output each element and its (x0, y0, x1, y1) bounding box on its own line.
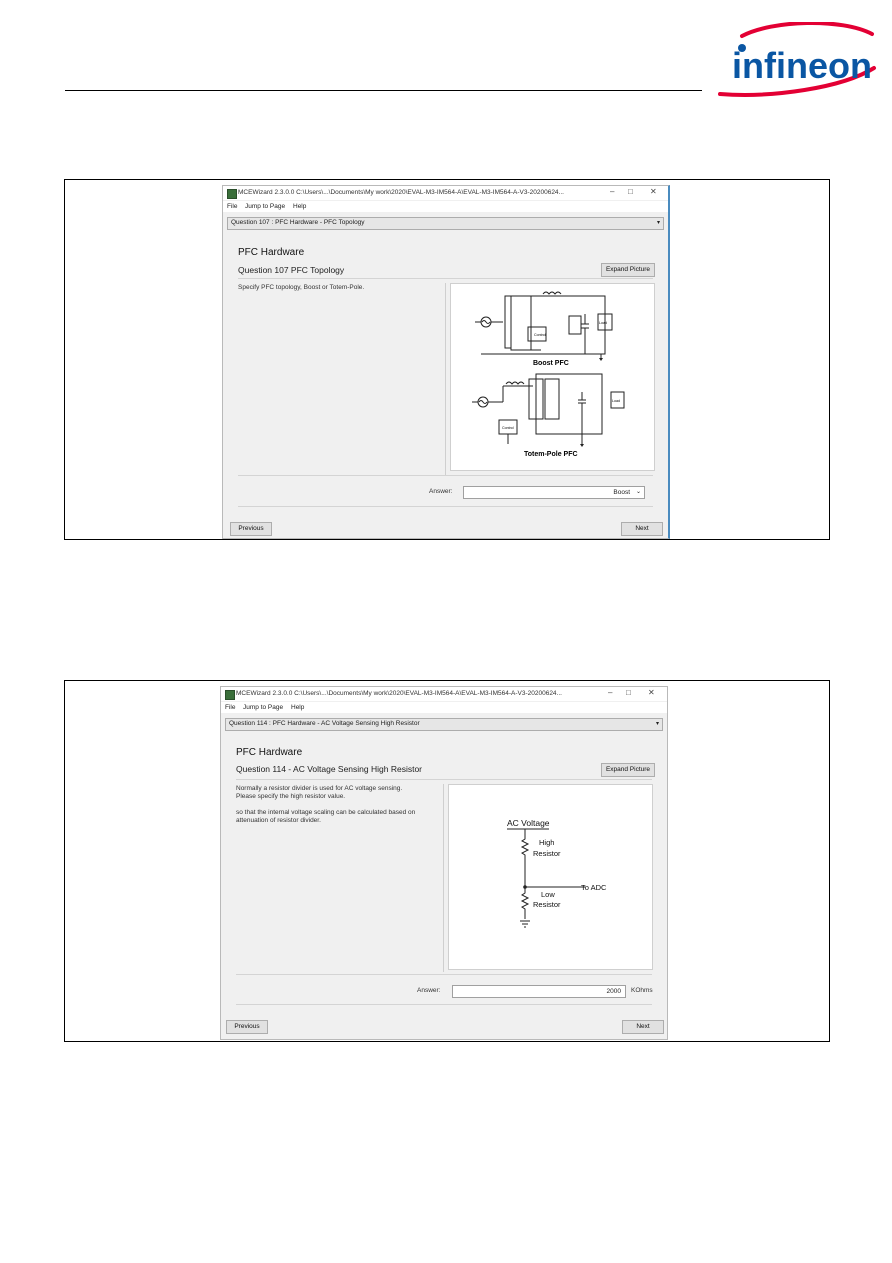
answer-label: Answer: (429, 488, 453, 495)
description-line: Normally a resistor divider is used for AC voltage sensing. (236, 785, 403, 792)
mcewizard-window (222, 185, 670, 539)
question-dropdown-value: Question 114 : PFC Hardware - AC Voltage Sensing High Resistor (229, 720, 420, 727)
menu-bar (221, 702, 667, 713)
close-icon[interactable]: ✕ (648, 688, 655, 697)
window-title: MCEWizard 2.3.0.0 C:\Users\...\Documents\My work\2020\EVAL-M3-IM564-A\EVAL-M3-IM564-A-V3-20200624... (238, 189, 564, 196)
expand-picture-button[interactable]: Expand Picture (601, 763, 655, 777)
answer-separator-top (238, 475, 653, 476)
question-description (236, 785, 441, 825)
chevron-down-icon: ▾ (656, 220, 660, 226)
chevron-down-icon: ⌄ (635, 489, 641, 495)
close-icon[interactable]: ✕ (650, 187, 657, 196)
title-bar (221, 687, 667, 701)
figure-ac-voltage-sensing (64, 680, 830, 1042)
menu-jump-to-page[interactable]: Jump to Page (243, 704, 284, 711)
header-rule (65, 90, 702, 91)
minimize-icon[interactable]: – (610, 187, 615, 196)
header-separator (236, 779, 652, 780)
low-label: Low (541, 890, 555, 899)
app-icon (227, 189, 237, 199)
expand-picture-button[interactable]: Expand Picture (601, 263, 655, 277)
question-description (238, 284, 443, 292)
boost-pfc-caption: Boost PFC (533, 360, 569, 367)
totem-control-label: Control (502, 426, 514, 430)
description-line: so that the internal voltage scaling can be calculated based on (236, 809, 416, 816)
maximize-icon[interactable]: □ (628, 187, 633, 196)
menu-bar (223, 201, 668, 212)
minimize-icon[interactable]: – (608, 688, 613, 697)
header-separator (238, 278, 653, 279)
menu-file[interactable]: File (227, 203, 238, 210)
page-heading: PFC Hardware (236, 747, 303, 758)
mcewizard-window (220, 686, 668, 1040)
next-button[interactable]: Next (622, 1020, 664, 1034)
description-line: Specify PFC topology, Boost or Totem-Pole. (238, 284, 365, 291)
low-resistor-label: Resistor (533, 900, 561, 909)
question-dropdown[interactable] (225, 718, 663, 731)
to-adc-label: To ADC (581, 883, 607, 892)
menu-help[interactable]: Help (291, 704, 305, 711)
next-button[interactable]: Next (621, 522, 663, 536)
description-line (236, 801, 441, 809)
pfc-topology-picture (450, 283, 655, 471)
app-icon (225, 690, 235, 700)
answer-separator-bottom (236, 1004, 652, 1005)
boost-control-label: Control (534, 333, 546, 337)
totem-load-label: Load (612, 399, 620, 403)
previous-button[interactable]: Previous (230, 522, 272, 536)
chevron-down-icon: ▾ (655, 721, 659, 727)
answer-value: 2000 (606, 988, 621, 995)
totem-pole-pfc-caption: Totem-Pole PFC (524, 451, 578, 458)
answer-input[interactable] (452, 985, 626, 998)
question-title: Question 107 PFC Topology (238, 265, 345, 275)
splitter[interactable] (443, 784, 444, 972)
description-line: Please specify the high resistor value. (236, 793, 346, 800)
title-bar (223, 186, 668, 200)
logo-text: infineon (732, 45, 872, 86)
window-title: MCEWizard 2.3.0.0 C:\Users\...\Documents\My work\2020\EVAL-M3-IM564-A\EVAL-M3-IM564-A-V3-20200624... (236, 690, 562, 697)
high-resistor-label: Resistor (533, 849, 561, 858)
page-heading: PFC Hardware (238, 247, 305, 258)
menu-file[interactable]: File (225, 704, 236, 711)
description-line: attenuation of resistor divider. (236, 817, 321, 824)
splitter[interactable] (445, 283, 446, 475)
question-title: Question 114 - AC Voltage Sensing High Resistor (236, 764, 423, 774)
high-label: High (539, 838, 555, 847)
previous-button[interactable]: Previous (226, 1020, 268, 1034)
maximize-icon[interactable]: □ (626, 688, 631, 697)
resistor-divider-picture (448, 784, 653, 970)
boost-load-label: Load (599, 321, 607, 325)
answer-separator-bottom (238, 506, 653, 507)
question-dropdown-value: Question 107 : PFC Hardware - PFC Topology (231, 219, 365, 226)
answer-label: Answer: (417, 987, 441, 994)
answer-dropdown[interactable] (463, 486, 645, 499)
infineon-logo (712, 22, 880, 100)
menu-jump-to-page[interactable]: Jump to Page (245, 203, 286, 210)
answer-value: Boost (613, 489, 630, 496)
answer-unit: KOhms (631, 987, 653, 994)
menu-help[interactable]: Help (293, 203, 307, 210)
ac-voltage-label: AC Voltage (507, 818, 550, 828)
question-dropdown[interactable] (227, 217, 664, 230)
answer-separator-top (236, 974, 652, 975)
figure-pfc-topology (64, 179, 830, 540)
